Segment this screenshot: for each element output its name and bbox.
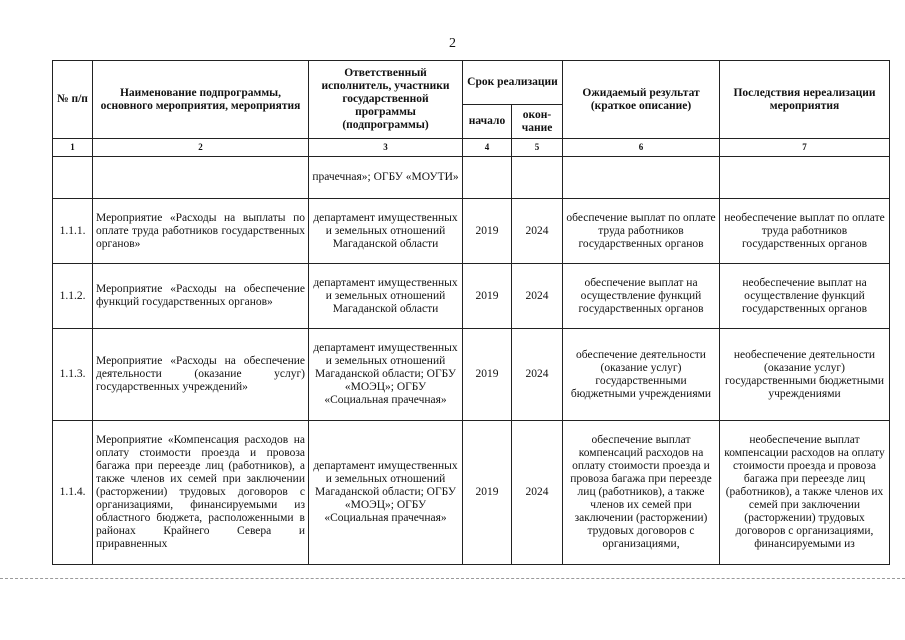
- header-result: Ожидаемый результат (краткое описание): [563, 61, 720, 139]
- row-responsible: департамент имущественных и земельных отношений Магаданской области: [309, 199, 463, 264]
- column-number: 1: [53, 139, 93, 157]
- header-name: Наименование подпрограммы, основного мероприятия, мероприятия: [93, 61, 309, 139]
- row-consequences: необеспечение выплат на осуществление функций государственных органов: [720, 264, 890, 329]
- column-number: 4: [463, 139, 512, 157]
- row-start: 2019: [463, 199, 512, 264]
- row-num: 1.1.1.: [53, 199, 93, 264]
- program-measures-table: [52, 60, 890, 565]
- row-name: Мероприятие «Компенсация расходов на оплату стоимости проезда и провоза багажа при переезде лиц (работников), а также членов их семей при заключении (расторжении) трудовых договоров с организациями, финансируемыми из областного бюджета, расположенными в районах Крайнего Севера и приравненных: [93, 421, 309, 565]
- table-row: [53, 421, 890, 565]
- row-consequences: необеспечение деятельности (оказание услуг) государственными бюджетными учреждениями: [720, 329, 890, 421]
- table-row: [53, 264, 890, 329]
- row-start: 2019: [463, 421, 512, 565]
- row-start: [463, 157, 512, 199]
- scan-edge-line: [0, 578, 905, 579]
- page-number: 2: [449, 36, 456, 51]
- row-result: обеспечение деятельности (оказание услуг) государственными бюджетными учреждениями: [563, 329, 720, 421]
- column-number: 3: [309, 139, 463, 157]
- row-num: 1.1.3.: [53, 329, 93, 421]
- row-result: обеспечение выплат по оплате труда работников государственных органов: [563, 199, 720, 264]
- row-responsible: департамент имущественных и земельных отношений Магаданской области; ОГБУ «МОЭЦ»; ОГБУ «Социальная прачечная»: [309, 329, 463, 421]
- header-row: [53, 61, 890, 105]
- row-start: 2019: [463, 329, 512, 421]
- header-end: окон-чание: [512, 105, 563, 139]
- header-start: начало: [463, 105, 512, 139]
- column-number: 5: [512, 139, 563, 157]
- row-num: 1.1.2.: [53, 264, 93, 329]
- row-consequences: необеспечение выплат по оплате труда работников государственных органов: [720, 199, 890, 264]
- row-end: 2024: [512, 329, 563, 421]
- row-result: [563, 157, 720, 199]
- row-name: [93, 157, 309, 199]
- row-end: 2024: [512, 264, 563, 329]
- header-responsible: Ответственный исполнитель, участники государственной программы (подпрограммы): [309, 61, 463, 139]
- column-number-row: [53, 139, 890, 157]
- row-end: 2024: [512, 421, 563, 565]
- column-number: 6: [563, 139, 720, 157]
- row-responsible: департамент имущественных и земельных отношений Магаданской области; ОГБУ «МОЭЦ»; ОГБУ «Социальная прачечная»: [309, 421, 463, 565]
- row-num: 1.1.4.: [53, 421, 93, 565]
- row-consequences: [720, 157, 890, 199]
- header-consequences: Последствия нереализации мероприятия: [720, 61, 890, 139]
- row-consequences: необеспечение выплат компенсации расходов на оплату стоимости проезда и провоза багажа при переезде лиц (работников), а также членов их семей при заключении (расторжении) трудовых договоров с организациями, финансируемыми из: [720, 421, 890, 565]
- row-responsible: департамент имущественных и земельных отношений Магаданской области: [309, 264, 463, 329]
- row-num: [53, 157, 93, 199]
- row-responsible: прачечная»; ОГБУ «МОУТИ»: [309, 157, 463, 199]
- row-end: 2024: [512, 199, 563, 264]
- column-number: 7: [720, 139, 890, 157]
- row-name: Мероприятие «Расходы на обеспечение функций государственных органов»: [93, 264, 309, 329]
- header-term: Срок реализации: [463, 61, 563, 105]
- row-end: [512, 157, 563, 199]
- row-name: Мероприятие «Расходы на выплаты по оплате труда работников государственных органов»: [93, 199, 309, 264]
- row-result: обеспечение выплат компенсаций расходов на оплату стоимости проезда и провоза багажа при переезде лиц (работников), а также членов их семей при заключении (расторжении) трудовых договоров с организациями,: [563, 421, 720, 565]
- row-start: 2019: [463, 264, 512, 329]
- row-result: обеспечение выплат на осуществление функций государственных органов: [563, 264, 720, 329]
- table-row: [53, 157, 890, 199]
- column-number: 2: [93, 139, 309, 157]
- header-num: № п/п: [53, 61, 93, 139]
- table-row: [53, 199, 890, 264]
- row-name: Мероприятие «Расходы на обеспечение деятельности (оказание услуг) государственных учреждений»: [93, 329, 309, 421]
- table-row: [53, 329, 890, 421]
